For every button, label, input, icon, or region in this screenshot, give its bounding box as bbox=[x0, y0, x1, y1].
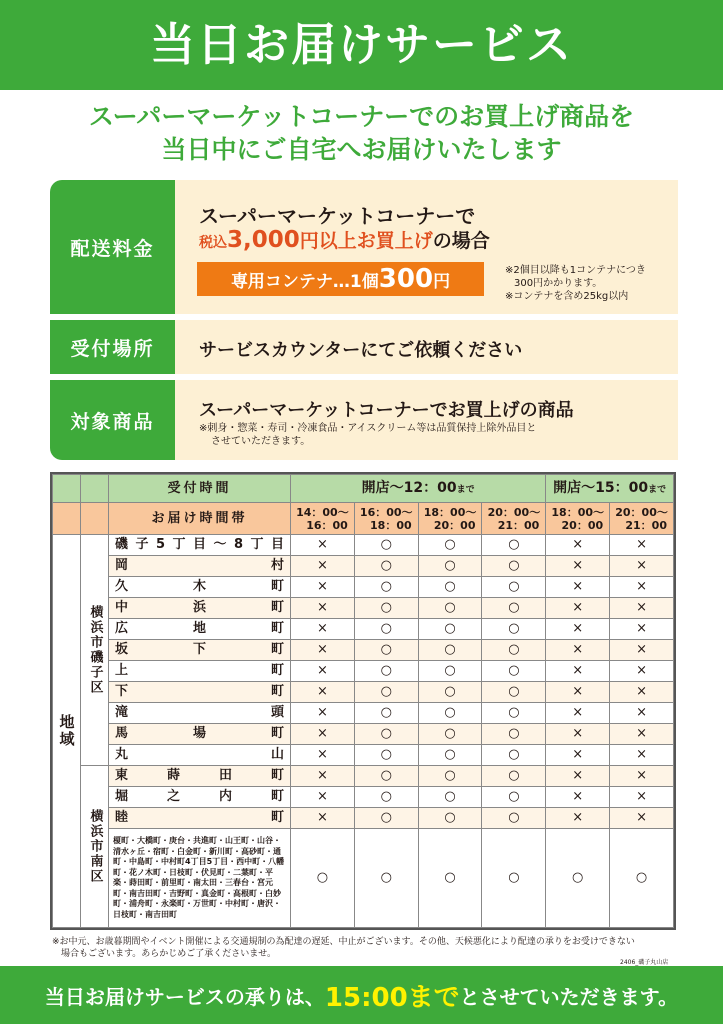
availability-mark: × bbox=[610, 535, 674, 556]
availability-mark: ○ bbox=[546, 829, 610, 928]
fee-line2 bbox=[199, 226, 490, 253]
area-name: 東蒔田町 bbox=[109, 766, 291, 787]
time-slot-from: 18：00〜 bbox=[551, 505, 605, 519]
availability-mark: ○ bbox=[354, 556, 418, 577]
availability-mark: × bbox=[546, 766, 610, 787]
availability-mark: × bbox=[291, 556, 355, 577]
availability-mark: ○ bbox=[354, 808, 418, 829]
time-slot-to: 20：00 bbox=[433, 518, 476, 532]
table-row bbox=[53, 787, 674, 808]
time-slot-from: 14：00〜 bbox=[296, 505, 349, 519]
availability-mark: ○ bbox=[418, 556, 482, 577]
availability-mark: × bbox=[610, 619, 674, 640]
table-row bbox=[53, 808, 674, 829]
footer-before: 当日お届けサービスの承りは、 bbox=[44, 984, 325, 1009]
container-price-badge bbox=[197, 262, 484, 296]
table-row bbox=[53, 766, 674, 787]
availability-mark: ○ bbox=[354, 640, 418, 661]
availability-mark: ○ bbox=[418, 682, 482, 703]
fee-note1: ※2個目以降も1コンテナにつき bbox=[505, 265, 646, 276]
time-slot-header bbox=[482, 503, 546, 535]
availability-mark: ○ bbox=[482, 724, 546, 745]
availability-mark: × bbox=[291, 535, 355, 556]
availability-mark: ○ bbox=[418, 829, 482, 928]
time-slot-to: 21：00 bbox=[497, 518, 540, 532]
footer-banner bbox=[0, 966, 723, 1024]
availability-mark: ○ bbox=[354, 598, 418, 619]
products-label: 対象商品 bbox=[50, 380, 175, 460]
table-header-reception bbox=[53, 475, 674, 503]
availability-mark: × bbox=[546, 556, 610, 577]
reception-content bbox=[175, 320, 678, 374]
reception-section bbox=[50, 320, 678, 374]
store-code: 2406_磯子丸山店 bbox=[620, 959, 669, 966]
availability-mark: ○ bbox=[482, 829, 546, 928]
subtitle-line1: スーパーマーケットコーナーでのお買上げ商品を bbox=[88, 102, 635, 131]
page-title: 当日お届けサービス bbox=[0, 0, 723, 90]
availability-mark: × bbox=[610, 787, 674, 808]
availability-mark: × bbox=[610, 703, 674, 724]
fee-amount-suffix: 円以上お買上げ bbox=[299, 230, 433, 252]
subtitle-line2: 当日中にご自宅へお届けいたします bbox=[161, 135, 562, 164]
time-slot-to: 16：00 bbox=[306, 518, 348, 532]
availability-mark: ○ bbox=[354, 661, 418, 682]
availability-mark: ○ bbox=[418, 619, 482, 640]
time-slot-to: 21：00 bbox=[625, 518, 667, 532]
availability-mark: ○ bbox=[418, 661, 482, 682]
availability-mark: × bbox=[546, 808, 610, 829]
availability-mark: × bbox=[291, 577, 355, 598]
availability-mark: ○ bbox=[418, 640, 482, 661]
area-name: 広地町 bbox=[109, 619, 291, 640]
table-row-other-areas bbox=[53, 829, 674, 928]
area-name: 丸山 bbox=[109, 745, 291, 766]
availability-mark: ○ bbox=[482, 682, 546, 703]
availability-mark: × bbox=[546, 724, 610, 745]
availability-mark: ○ bbox=[610, 829, 674, 928]
ward-isogo: 横浜市磯子区 bbox=[81, 535, 109, 766]
area-name: 馬場町 bbox=[109, 724, 291, 745]
products-section bbox=[50, 380, 678, 460]
time-slot-to: 20：00 bbox=[561, 518, 604, 532]
table-row bbox=[53, 724, 674, 745]
area-name: 滝頭 bbox=[109, 703, 291, 724]
time-slot-header bbox=[354, 503, 418, 535]
availability-mark: ○ bbox=[354, 745, 418, 766]
fee-case-suffix: の場合 bbox=[432, 230, 490, 252]
area-name: 坂下町 bbox=[109, 640, 291, 661]
availability-mark: × bbox=[291, 661, 355, 682]
availability-mark: ○ bbox=[482, 556, 546, 577]
availability-mark: × bbox=[291, 619, 355, 640]
availability-mark: × bbox=[546, 682, 610, 703]
products-note1: ※刺身・惣菜・寿司・冷凍食品・アイスクリーム等は品質保持上除外品目と bbox=[199, 423, 537, 434]
group1-header bbox=[291, 475, 546, 503]
availability-mark: × bbox=[291, 724, 355, 745]
availability-mark: × bbox=[610, 661, 674, 682]
table-row bbox=[53, 640, 674, 661]
availability-mark: ○ bbox=[418, 577, 482, 598]
availability-mark: × bbox=[291, 766, 355, 787]
container-price: 300 bbox=[378, 264, 434, 294]
other-area-list: 榎町・大橋町・庚台・共進町・山王町・山谷・清水ヶ丘・宿町・白金町・新川町・高砂町・通町・中島町・中村町4丁目5丁目・西中町・八幡町・花ノ木町・日枝町・伏見町・二葉町・平楽・蒔田町・前里町・南太田・三春台・宮元町・南吉田町・吉野町・真金町・高根町・白妙町・浦舟町・永楽町・万世町・中村町・唐沢・日枝町・南吉田町 bbox=[109, 829, 291, 928]
availability-mark: ○ bbox=[418, 535, 482, 556]
time-slot-from: 20：00〜 bbox=[615, 505, 668, 519]
availability-mark: ○ bbox=[418, 703, 482, 724]
footer-after: とさせていただきます。 bbox=[459, 984, 679, 1009]
availability-mark: × bbox=[291, 808, 355, 829]
time-slot-header bbox=[546, 503, 610, 535]
fee-note2: 300円かかります。 bbox=[514, 278, 603, 289]
availability-mark: ○ bbox=[482, 745, 546, 766]
availability-mark: × bbox=[546, 661, 610, 682]
fee-label: 配送料金 bbox=[50, 180, 175, 314]
availability-mark: ○ bbox=[418, 787, 482, 808]
delivery-table bbox=[50, 472, 676, 930]
fee-line1: スーパーマーケットコーナーで bbox=[199, 204, 476, 228]
table-row bbox=[53, 682, 674, 703]
availability-mark: × bbox=[610, 598, 674, 619]
time-slot-from: 16：00〜 bbox=[359, 505, 413, 519]
table-row bbox=[53, 535, 674, 556]
availability-mark: × bbox=[546, 619, 610, 640]
availability-mark: ○ bbox=[354, 829, 418, 928]
availability-mark: ○ bbox=[354, 724, 418, 745]
fee-notes bbox=[505, 264, 675, 303]
footer-highlight: 15:00まで bbox=[324, 982, 460, 1013]
availability-mark: × bbox=[546, 745, 610, 766]
availability-mark: × bbox=[610, 556, 674, 577]
availability-mark: × bbox=[610, 724, 674, 745]
area-name: 下町 bbox=[109, 682, 291, 703]
area-name: 中浜町 bbox=[109, 598, 291, 619]
availability-mark: ○ bbox=[482, 535, 546, 556]
availability-mark: ○ bbox=[354, 577, 418, 598]
container-unit: 円 bbox=[433, 271, 451, 292]
table-row bbox=[53, 703, 674, 724]
availability-mark: ○ bbox=[418, 808, 482, 829]
availability-mark: × bbox=[291, 682, 355, 703]
availability-mark: ○ bbox=[482, 619, 546, 640]
fee-section bbox=[50, 180, 678, 314]
availability-mark: ○ bbox=[482, 787, 546, 808]
ward-minami: 横浜市南区 bbox=[81, 766, 109, 928]
availability-mark: ○ bbox=[354, 682, 418, 703]
area-name: 岡村 bbox=[109, 556, 291, 577]
group1-label: 開店〜12：00 bbox=[361, 479, 457, 496]
group2-suffix: まで bbox=[648, 484, 667, 495]
availability-mark: × bbox=[546, 787, 610, 808]
availability-mark: × bbox=[291, 787, 355, 808]
products-text: スーパーマーケットコーナーでお買上げの商品 bbox=[199, 400, 574, 421]
availability-mark: ○ bbox=[354, 535, 418, 556]
fee-tax: 税込 bbox=[199, 235, 227, 251]
availability-mark: × bbox=[610, 808, 674, 829]
availability-mark: ○ bbox=[482, 661, 546, 682]
products-content bbox=[175, 380, 678, 460]
area-name: 上町 bbox=[109, 661, 291, 682]
time-slot-header bbox=[418, 503, 482, 535]
availability-mark: ○ bbox=[482, 640, 546, 661]
table-row bbox=[53, 745, 674, 766]
availability-mark: × bbox=[291, 703, 355, 724]
availability-mark: ○ bbox=[482, 808, 546, 829]
products-note2: させていただきます。 bbox=[211, 436, 311, 447]
availability-mark: ○ bbox=[418, 745, 482, 766]
availability-mark: ○ bbox=[354, 787, 418, 808]
time-slot-header bbox=[291, 503, 355, 535]
area-name: 堀之内町 bbox=[109, 787, 291, 808]
availability-mark: × bbox=[291, 745, 355, 766]
area-name: 睦町 bbox=[109, 808, 291, 829]
table-row bbox=[53, 598, 674, 619]
availability-mark: ○ bbox=[482, 766, 546, 787]
table-row bbox=[53, 619, 674, 640]
availability-mark: ○ bbox=[354, 703, 418, 724]
time-slot-from: 20：00〜 bbox=[487, 505, 541, 519]
area-name: 磯子5丁目〜8丁目 bbox=[109, 535, 291, 556]
availability-mark: × bbox=[610, 577, 674, 598]
table-row bbox=[53, 661, 674, 682]
fee-amount: 3,000 bbox=[227, 227, 300, 253]
time-slot-to: 18：00 bbox=[370, 518, 412, 532]
reception-header: 受付時間 bbox=[109, 475, 291, 503]
availability-mark: × bbox=[546, 535, 610, 556]
container-label: 専用コンテナ…1個 bbox=[230, 271, 379, 292]
table-row bbox=[53, 556, 674, 577]
availability-mark: × bbox=[291, 640, 355, 661]
group2-label: 開店〜15：00 bbox=[553, 479, 649, 496]
availability-mark: ○ bbox=[354, 619, 418, 640]
availability-mark: ○ bbox=[418, 766, 482, 787]
table-header-delivery bbox=[53, 503, 674, 535]
subtitle bbox=[0, 100, 723, 166]
availability-mark: × bbox=[610, 682, 674, 703]
time-slot-from: 18：00〜 bbox=[423, 505, 477, 519]
time-slot-header bbox=[610, 503, 674, 535]
availability-mark: × bbox=[291, 598, 355, 619]
group2-header bbox=[546, 475, 674, 503]
region-label: 地域 bbox=[53, 535, 81, 928]
availability-mark: × bbox=[546, 598, 610, 619]
availability-mark: × bbox=[546, 640, 610, 661]
table-row bbox=[53, 577, 674, 598]
reception-label: 受付場所 bbox=[50, 320, 175, 374]
fee-note3: ※コンテナを含め25kg以内 bbox=[505, 291, 629, 302]
availability-mark: × bbox=[610, 640, 674, 661]
products-notes bbox=[199, 422, 599, 448]
availability-mark: × bbox=[546, 577, 610, 598]
availability-mark: ○ bbox=[291, 829, 355, 928]
reception-text: サービスカウンターにてご依頼ください bbox=[199, 340, 523, 361]
area-name: 久木町 bbox=[109, 577, 291, 598]
group1-suffix: まで bbox=[456, 484, 475, 495]
availability-mark: ○ bbox=[482, 703, 546, 724]
fee-content bbox=[175, 180, 678, 314]
delivery-header: お届け時間帯 bbox=[109, 503, 291, 535]
availability-mark: × bbox=[610, 766, 674, 787]
availability-mark: ○ bbox=[482, 598, 546, 619]
availability-mark: ○ bbox=[418, 724, 482, 745]
availability-mark: × bbox=[546, 703, 610, 724]
availability-mark: ○ bbox=[482, 577, 546, 598]
footnote-line2: 場合もございます。あらかじめご了承くださいませ。 bbox=[61, 949, 277, 959]
availability-mark: ○ bbox=[354, 766, 418, 787]
footnote-line1: ※お中元、お歳暮期間やイベント開催による交通規制の為配達の遅延、中止がございます。その他、天候悪化により配達の承りをお受けできない bbox=[52, 937, 635, 947]
footnote bbox=[52, 936, 682, 960]
availability-mark: × bbox=[610, 745, 674, 766]
availability-mark: ○ bbox=[418, 598, 482, 619]
